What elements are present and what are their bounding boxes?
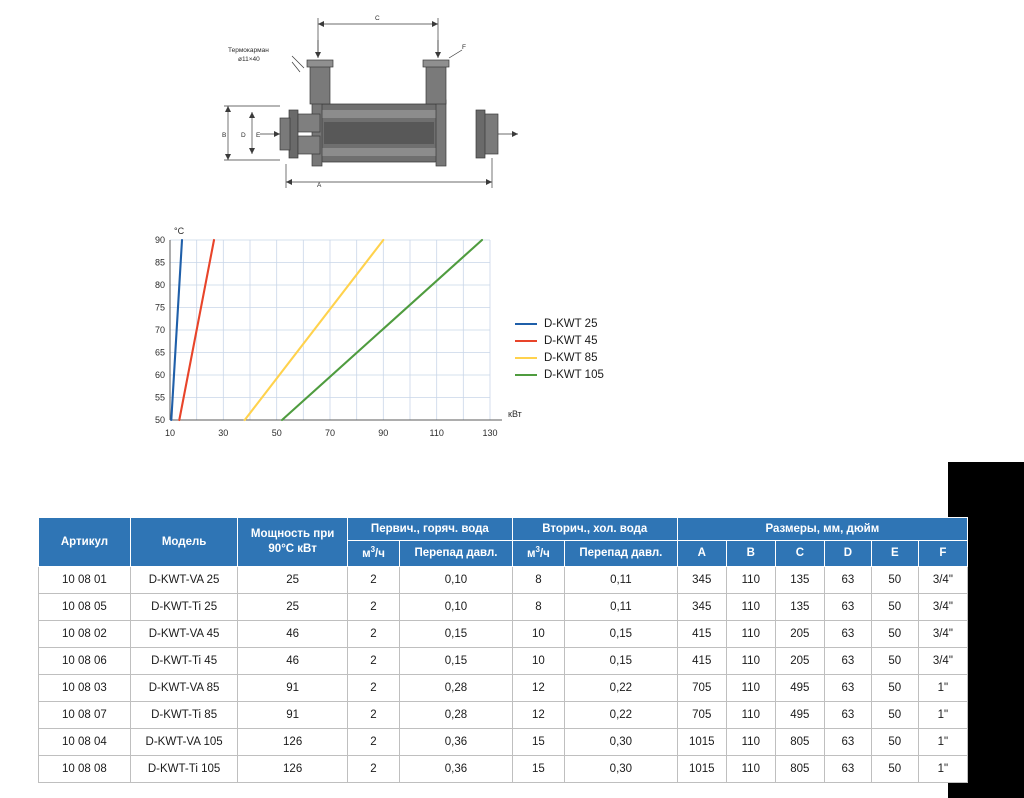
cell-article: 10 08 04 — [39, 728, 131, 755]
cell-dim-c: 805 — [775, 728, 824, 755]
drawing-dim-e: E — [256, 132, 261, 139]
svg-text:80: 80 — [154, 280, 165, 290]
drawing-thermowell-label: Термокарман — [228, 47, 269, 54]
cell-dim-b: 110 — [726, 566, 775, 593]
cell-primary-flow: 2 — [347, 620, 399, 647]
drawing-dim-f: F — [462, 44, 466, 51]
cell-dim-c: 135 — [775, 566, 824, 593]
cell-dim-d: 63 — [824, 701, 871, 728]
svg-text:90: 90 — [378, 428, 389, 438]
cell-article: 10 08 07 — [39, 701, 131, 728]
cell-primary-drop: 0,36 — [400, 755, 513, 782]
cell-dim-f: 3/4" — [918, 566, 967, 593]
legend-swatch-dkwt85 — [515, 357, 537, 359]
cell-primary-drop: 0,15 — [400, 620, 513, 647]
cell-dim-f: 1" — [918, 728, 967, 755]
table-row — [39, 620, 968, 647]
cell-model: D-KWT-VA 45 — [130, 620, 238, 647]
cell-dim-d: 63 — [824, 566, 871, 593]
table-row — [39, 566, 968, 593]
col-dim-d: D — [824, 541, 871, 566]
table-header-row-1 — [39, 518, 968, 541]
col-primary-drop: Перепад давл. — [400, 541, 513, 566]
cell-article: 10 08 03 — [39, 674, 131, 701]
cell-dim-c: 805 — [775, 755, 824, 782]
cell-dim-e: 50 — [871, 728, 918, 755]
cell-model: D-KWT-Ti 25 — [130, 593, 238, 620]
cell-dim-d: 63 — [824, 593, 871, 620]
svg-text:90: 90 — [154, 235, 165, 245]
cell-dim-a: 705 — [677, 701, 726, 728]
technical-drawing — [200, 6, 520, 196]
cell-secondary-flow: 10 — [512, 647, 564, 674]
cell-secondary-flow: 10 — [512, 620, 564, 647]
cell-dim-d: 63 — [824, 728, 871, 755]
cell-article: 10 08 02 — [39, 620, 131, 647]
cell-primary-flow: 2 — [347, 755, 399, 782]
table-row — [39, 647, 968, 674]
legend-label: D-KWT 105 — [544, 368, 604, 381]
cell-dim-e: 50 — [871, 620, 918, 647]
table-row — [39, 701, 968, 728]
col-power: Мощность при 90°C кВт — [238, 518, 348, 567]
cell-article: 10 08 06 — [39, 647, 131, 674]
legend-item — [515, 349, 645, 366]
specification-table — [38, 517, 968, 783]
col-dim-e: E — [871, 541, 918, 566]
svg-text:70: 70 — [324, 428, 336, 438]
svg-text:10: 10 — [164, 428, 176, 438]
table-row — [39, 755, 968, 782]
svg-text:75: 75 — [154, 302, 165, 313]
cell-dim-e: 50 — [871, 647, 918, 674]
chart-xlabel: кВт — [508, 409, 522, 419]
legend-label: D-KWT 45 — [544, 334, 598, 347]
svg-text:30: 30 — [218, 428, 229, 438]
legend-label: D-KWT 85 — [544, 351, 598, 364]
cell-dim-e: 50 — [871, 755, 918, 782]
col-dim-b: B — [726, 541, 775, 566]
legend-swatch-dkwt105 — [515, 374, 537, 376]
legend-item — [515, 332, 645, 349]
col-primary-flow: $м^3/ч$ — [347, 541, 399, 566]
svg-text:65: 65 — [154, 347, 165, 358]
svg-text:70: 70 — [154, 325, 165, 335]
legend-label: D-KWT 25 — [544, 317, 598, 330]
cell-secondary-drop: 0,15 — [565, 647, 678, 674]
col-dim-f: F — [918, 541, 967, 566]
cell-article: 10 08 01 — [39, 566, 131, 593]
drawing-dim-d: D — [241, 132, 246, 139]
cell-dim-a: 705 — [677, 674, 726, 701]
legend-item — [515, 366, 645, 383]
col-secondary-drop: Перепад давл. — [565, 541, 678, 566]
cell-model: D-KWT-VA 85 — [130, 674, 238, 701]
cell-secondary-drop: 0,15 — [565, 620, 678, 647]
legend-swatch-dkwt45 — [515, 340, 537, 342]
col-group-secondary: Вторич., хол. вода — [512, 518, 677, 541]
cell-dim-b: 110 — [726, 701, 775, 728]
cell-model: D-KWT-VA 105 — [130, 728, 238, 755]
cell-dim-c: 205 — [775, 620, 824, 647]
cell-dim-f: 3/4" — [918, 620, 967, 647]
cell-primary-flow: 2 — [347, 701, 399, 728]
cell-dim-a: 415 — [677, 647, 726, 674]
cell-dim-c: 205 — [775, 647, 824, 674]
drawing-dim-a: A — [317, 182, 322, 189]
cell-model: D-KWT-Ti 105 — [130, 755, 238, 782]
cell-primary-drop: 0,28 — [400, 701, 513, 728]
col-model: Модель — [130, 518, 238, 567]
svg-text:110: 110 — [429, 428, 444, 438]
cell-dim-a: 1015 — [677, 755, 726, 782]
cell-secondary-drop: 0,11 — [565, 566, 678, 593]
svg-text:55: 55 — [154, 392, 165, 403]
col-dim-a: A — [677, 541, 726, 566]
cell-model: D-KWT-VA 25 — [130, 566, 238, 593]
cell-dim-d: 63 — [824, 620, 871, 647]
cell-dim-b: 110 — [726, 674, 775, 701]
cell-dim-d: 63 — [824, 647, 871, 674]
col-secondary-flow: $м^3/ч$ — [512, 541, 564, 566]
cell-power: 25 — [238, 566, 348, 593]
cell-secondary-flow: 8 — [512, 566, 564, 593]
cell-power: 126 — [238, 755, 348, 782]
cell-secondary-flow: 12 — [512, 701, 564, 728]
cell-dim-a: 345 — [677, 566, 726, 593]
cell-dim-e: 50 — [871, 566, 918, 593]
cell-model: D-KWT-Ti 45 — [130, 647, 238, 674]
svg-text:85: 85 — [154, 257, 165, 268]
table-row — [39, 593, 968, 620]
drawing-thermowell-dim: ø11×40 — [238, 56, 260, 63]
cell-primary-drop: 0,28 — [400, 674, 513, 701]
cell-primary-flow: 2 — [347, 728, 399, 755]
cell-dim-b: 110 — [726, 620, 775, 647]
chart-legend — [515, 315, 645, 383]
legend-swatch-dkwt25 — [515, 323, 537, 325]
cell-dim-f: 1" — [918, 701, 967, 728]
cell-secondary-drop: 0,30 — [565, 755, 678, 782]
svg-text:50: 50 — [154, 415, 165, 425]
cell-secondary-drop: 0,30 — [565, 728, 678, 755]
legend-item — [515, 315, 645, 332]
cell-secondary-drop: 0,22 — [565, 701, 678, 728]
cell-primary-flow: 2 — [347, 593, 399, 620]
drawing-dim-c: C — [375, 15, 380, 22]
cell-secondary-flow: 12 — [512, 674, 564, 701]
cell-dim-e: 50 — [871, 593, 918, 620]
chart-ylabel: °C — [174, 226, 185, 236]
cell-dim-a: 1015 — [677, 728, 726, 755]
cell-primary-drop: 0,36 — [400, 728, 513, 755]
cell-dim-b: 110 — [726, 755, 775, 782]
cell-dim-f: 1" — [918, 674, 967, 701]
cell-secondary-flow: 8 — [512, 593, 564, 620]
svg-text:130: 130 — [482, 428, 498, 438]
svg-text:50: 50 — [271, 428, 282, 438]
cell-secondary-flow: 15 — [512, 728, 564, 755]
cell-dim-f: 1" — [918, 755, 967, 782]
cell-dim-b: 110 — [726, 647, 775, 674]
cell-primary-drop: 0,15 — [400, 647, 513, 674]
cell-dim-d: 63 — [824, 674, 871, 701]
cell-article: 10 08 05 — [39, 593, 131, 620]
cell-article: 10 08 08 — [39, 755, 131, 782]
cell-power: 126 — [238, 728, 348, 755]
cell-dim-c: 495 — [775, 674, 824, 701]
cell-dim-d: 63 — [824, 755, 871, 782]
cell-dim-b: 110 — [726, 593, 775, 620]
table-row — [39, 674, 968, 701]
cell-dim-c: 495 — [775, 701, 824, 728]
col-group-primary: Первич., горяч. вода — [347, 518, 512, 541]
cell-power: 46 — [238, 620, 348, 647]
cell-power: 91 — [238, 701, 348, 728]
cell-primary-flow: 2 — [347, 674, 399, 701]
cell-secondary-flow: 15 — [512, 755, 564, 782]
cell-power: 91 — [238, 674, 348, 701]
cell-dim-e: 50 — [871, 701, 918, 728]
svg-text:60: 60 — [154, 370, 165, 380]
cell-dim-b: 110 — [726, 728, 775, 755]
col-dim-c: C — [775, 541, 824, 566]
cell-primary-flow: 2 — [347, 566, 399, 593]
cell-power: 46 — [238, 647, 348, 674]
cell-dim-c: 135 — [775, 593, 824, 620]
cell-dim-e: 50 — [871, 674, 918, 701]
cell-primary-drop: 0,10 — [400, 593, 513, 620]
col-group-dimensions: Размеры, мм, дюйм — [677, 518, 967, 541]
cell-primary-drop: 0,10 — [400, 566, 513, 593]
cell-secondary-drop: 0,22 — [565, 674, 678, 701]
col-article: Артикул — [39, 518, 131, 567]
drawing-dim-b: B — [222, 132, 227, 139]
cell-primary-flow: 2 — [347, 647, 399, 674]
cell-secondary-drop: 0,11 — [565, 593, 678, 620]
cell-dim-f: 3/4" — [918, 593, 967, 620]
cell-power: 25 — [238, 593, 348, 620]
cell-dim-a: 415 — [677, 620, 726, 647]
table-row — [39, 728, 968, 755]
cell-model: D-KWT-Ti 85 — [130, 701, 238, 728]
cell-dim-f: 3/4" — [918, 647, 967, 674]
cell-dim-a: 345 — [677, 593, 726, 620]
